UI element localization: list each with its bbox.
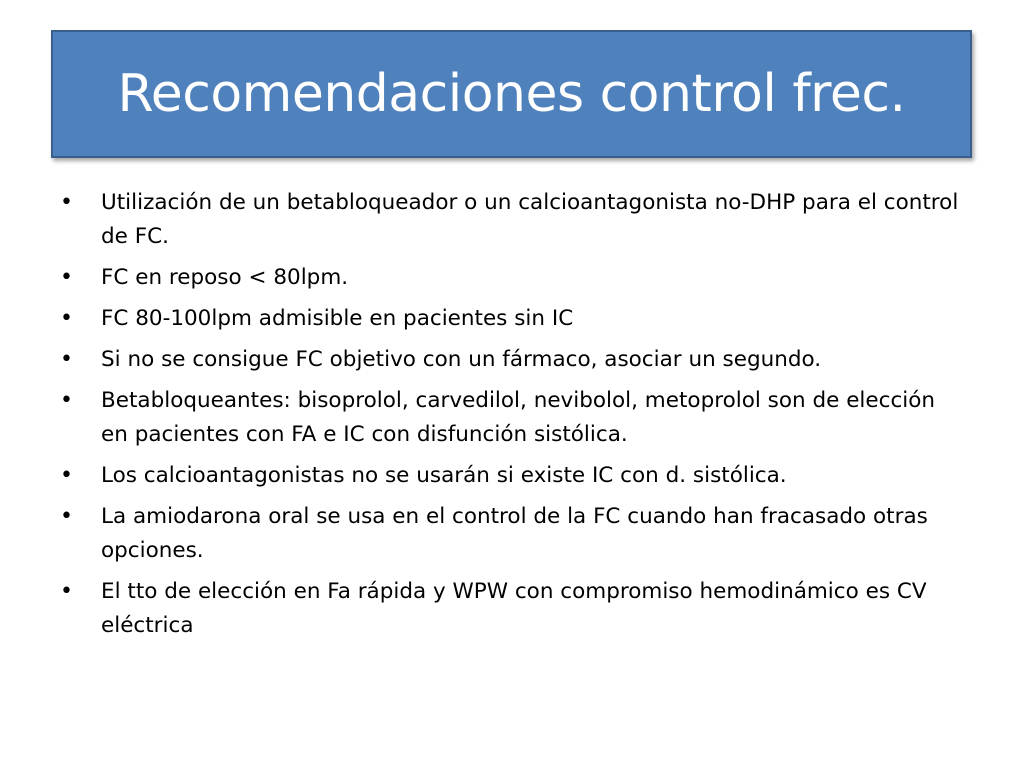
list-item <box>60 186 960 254</box>
bullet-text: FC 80-100lpm admisible en pacientes sin IC <box>101 306 574 331</box>
list-item <box>60 575 960 643</box>
bullet-icon: • <box>60 388 73 413</box>
list-item <box>60 261 960 295</box>
list-item <box>60 500 960 568</box>
bullet-icon: • <box>60 306 73 331</box>
bullet-list <box>60 186 960 650</box>
bullet-icon: • <box>60 579 73 604</box>
slide-title: Recomendaciones control frec. <box>117 64 906 124</box>
bullet-text: Los calcioantagonistas no se usarán si existe IC con d. sistólica. <box>101 463 787 488</box>
bullet-text: FC en reposo < 80lpm. <box>101 265 349 290</box>
bullet-icon: • <box>60 265 73 290</box>
bullet-icon: • <box>60 504 73 529</box>
title-banner <box>51 30 972 158</box>
bullet-text: Betabloqueantes: bisoprolol, carvedilol, nevibolol, metoprolol son de elección en pacientes con FA e IC con disfunción sistólica. <box>101 388 936 447</box>
bullet-icon: • <box>60 463 73 488</box>
bullet-icon: • <box>60 347 73 372</box>
list-item <box>60 459 960 493</box>
bullet-text: Utilización de un betabloqueador o un calcioantagonista no-DHP para el control de FC. <box>101 190 959 249</box>
bullet-text: El tto de elección en Fa rápida y WPW con compromiso hemodinámico es CV eléctrica <box>101 579 927 638</box>
list-item <box>60 302 960 336</box>
list-item <box>60 384 960 452</box>
bullet-text: Si no se consigue FC objetivo con un fármaco, asociar un segundo. <box>101 347 822 372</box>
list-item <box>60 343 960 377</box>
bullet-text: La amiodarona oral se usa en el control de la FC cuando han fracasado otras opciones. <box>101 504 928 563</box>
bullet-icon: • <box>60 190 73 215</box>
